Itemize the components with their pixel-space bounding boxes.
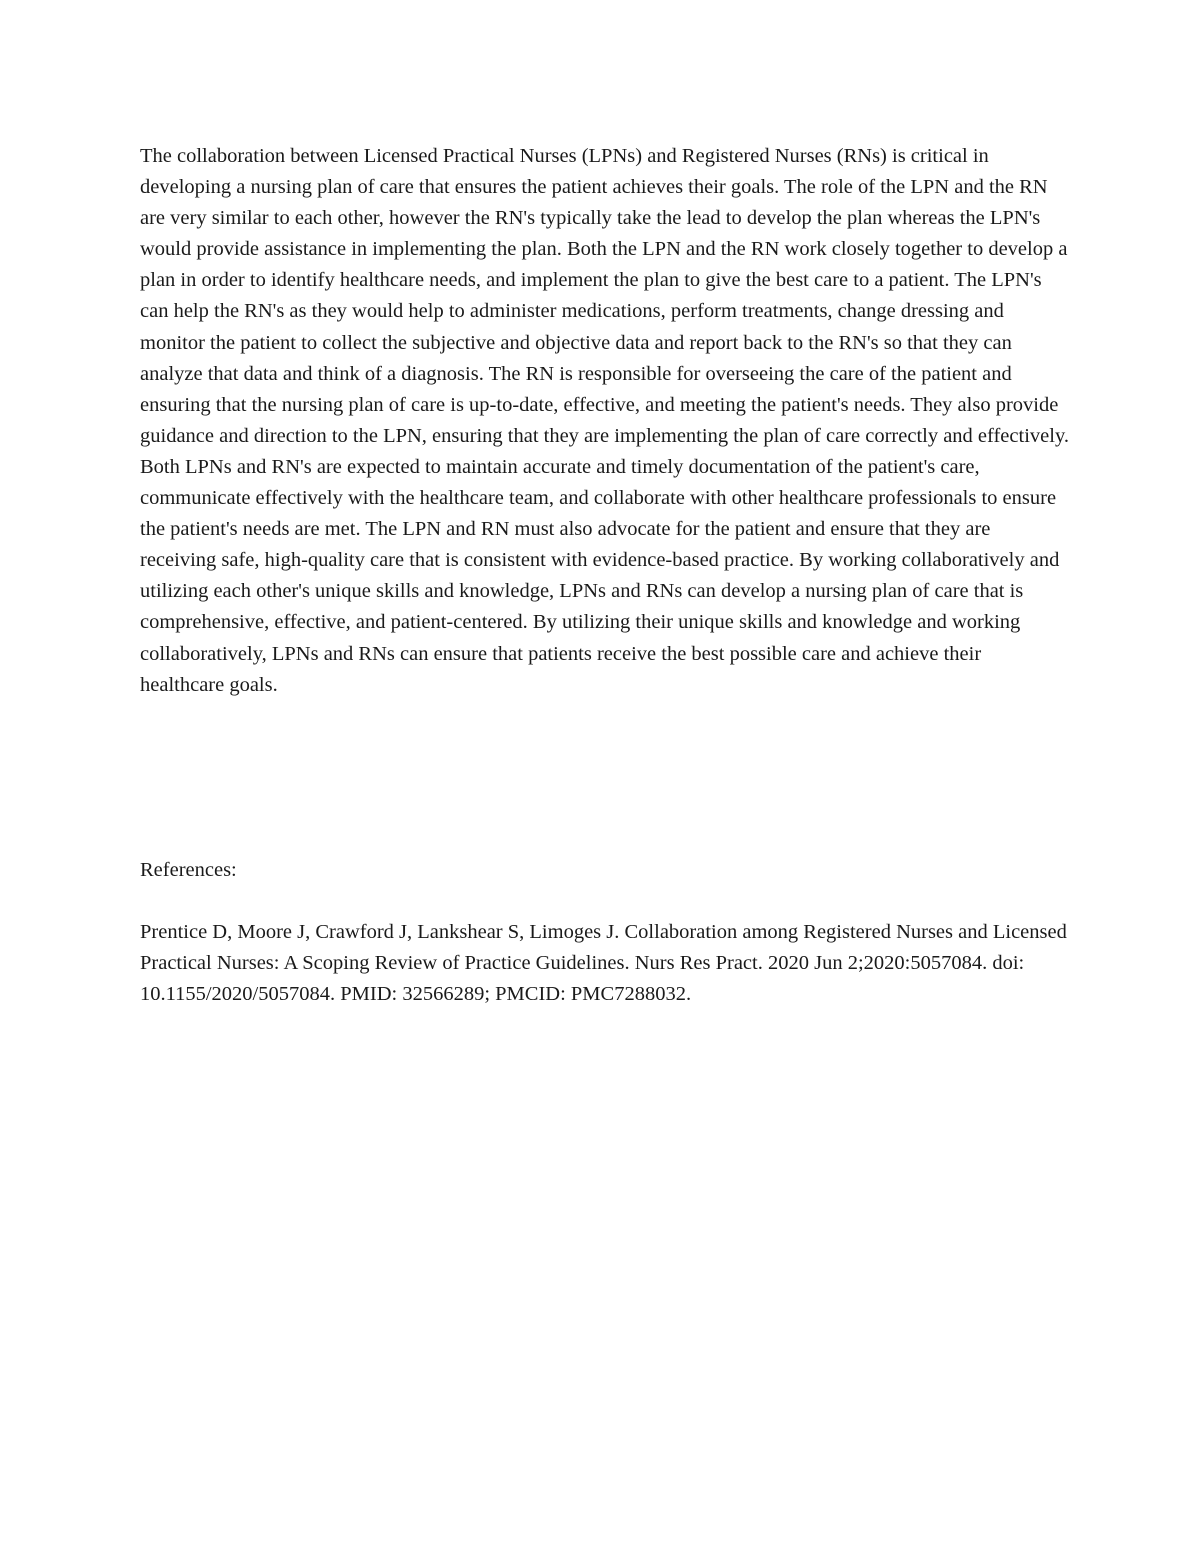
reference-entry: Prentice D, Moore J, Crawford J, Lankshear S, Limoges J. Collaboration among Registered Nurses and Licensed Practical Nurses: A Scoping Review of Practice Guidelines. Nurs Res Pract. 2020 Jun 2;2020:5057084. doi: 10.1155/2020/5057084. PMID: 32566289; PMCID: PMC7288032. <box>140 921 1067 1006</box>
references-heading: References: <box>140 859 237 881</box>
body-paragraph: The collaboration between Licensed Practical Nurses (LPNs) and Registered Nurses (RNs) is critical in developing a nursing plan of care that ensures the patient achieves their goals. The role of the LPN and the RN are very similar to each other, however the RN's typically take the lead to develop the plan whereas the LPN's would provide assistance in implementing the plan. Both the LPN and the RN work closely together to develop a plan in order to identify healthcare needs, and implement the plan to give the best care to a patient. The LPN's can help the RN's as they would help to administer medications, perform treatments, change dressing and monitor the patient to collect the subjective and objective data and report back to the RN's so that they can analyze that data and think of a diagnosis. The RN is responsible for overseeing the care of the patient and ensuring that the nursing plan of care is up-to-date, effective, and meeting the patient's needs. They also provide guidance and direction to the LPN, ensuring that they are implementing the plan of care correctly and effectively. Both LPNs and RN's are expected to maintain accurate and timely documentation of the patient's care, communicate effectively with the healthcare team, and collaborate with other healthcare professionals to ensure the patient's needs are met. The LPN and RN must also advocate for the patient and ensure that they are receiving safe, high-quality care that is consistent with evidence-based practice. By working collaboratively and utilizing each other's unique skills and knowledge, LPNs and RNs can develop a nursing plan of care that is comprehensive, effective, and patient-centered. By utilizing their unique skills and knowledge and working collaboratively, LPNs and RNs can ensure that patients receive the best possible care and achieve their healthcare goals. <box>140 145 1069 696</box>
